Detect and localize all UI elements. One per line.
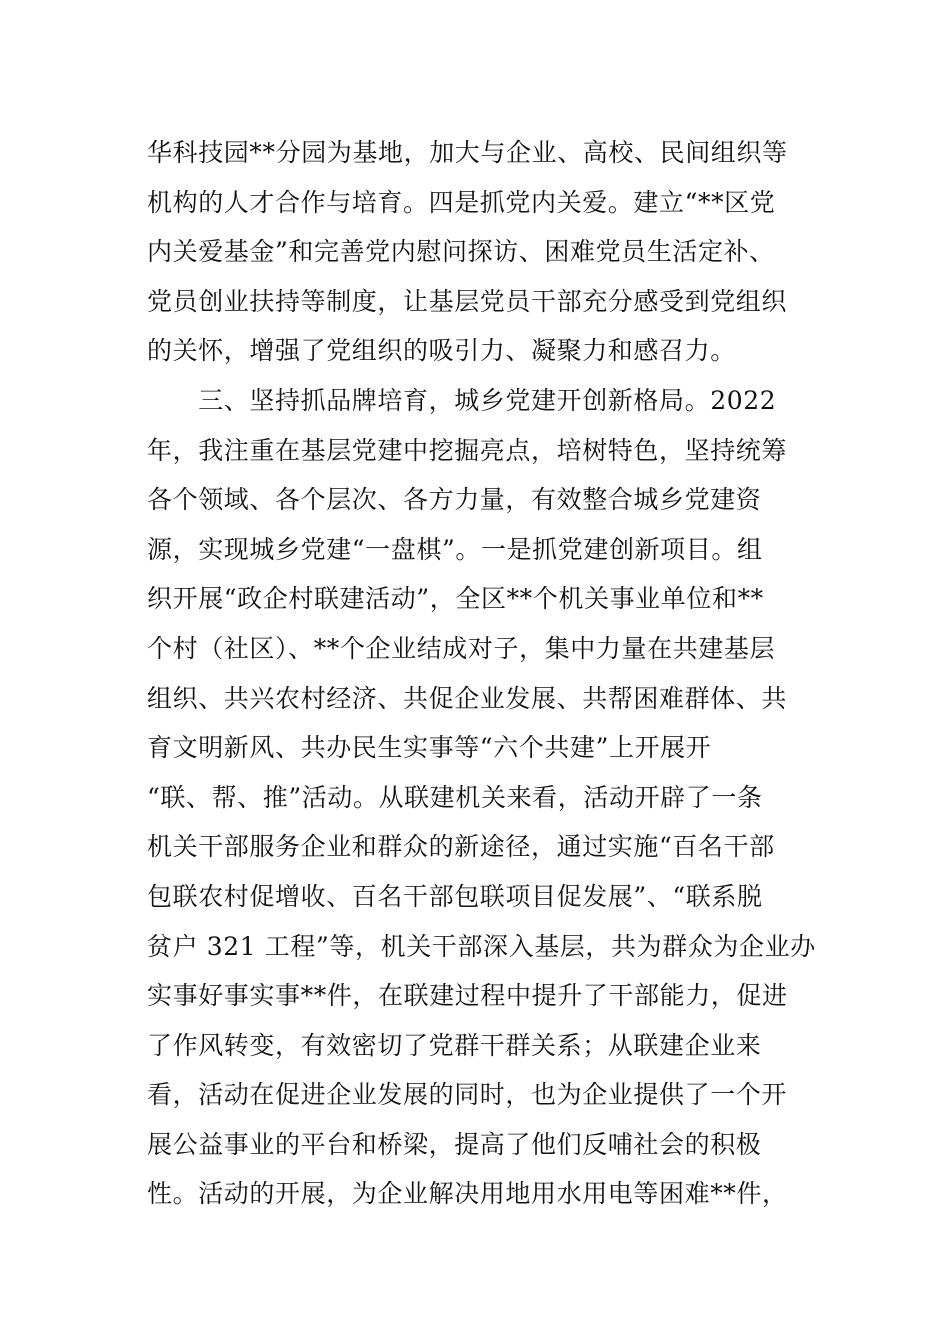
body-text bbox=[147, 128, 827, 1219]
text-line: 展公益事业的平台和桥梁，提高了他们反哺社会的积极 bbox=[147, 1129, 762, 1159]
text-line: 贫户 321 工程”等，机关干部深入基层，共为群众为企业办 bbox=[147, 931, 816, 961]
text-line: 机关干部服务企业和群众的新途径，通过实施“百名干部 bbox=[147, 832, 775, 862]
text-line: 源，实现城乡党建“一盘棋”。一是抓党建创新项目。组 bbox=[147, 534, 763, 564]
text-line: 华科技园**分园为基地，加大与企业、高校、民间组织等 bbox=[147, 138, 788, 167]
section-heading-line: 三、坚持抓品牌培育，城乡党建开创新格局。2022 bbox=[147, 385, 777, 415]
text-line: 了作风转变，有效密切了党群干群关系；从联建企业来 bbox=[147, 1030, 762, 1060]
text-line: 党员创业扶持等制度，让基层党员干部充分感受到党组织 bbox=[147, 286, 788, 316]
text-line: “联、帮、推”活动。从联建机关来看，活动开辟了一条 bbox=[147, 782, 763, 812]
text-line: 育文明新风、共办民生实事等“六个共建”上开展开 bbox=[147, 733, 712, 763]
text-line: 个村（社区）、**个企业结成对子，集中力量在共建基层 bbox=[147, 633, 776, 663]
text-line: 性。活动的开展，为企业解决用地用水用电等困难**件， bbox=[147, 1179, 788, 1209]
text-line: 看，活动在促进企业发展的同时，也为企业提供了一个开 bbox=[147, 1080, 788, 1110]
text-line: 机构的人才合作与培育。四是抓党内关爱。建立“**区党 bbox=[147, 187, 776, 217]
text-line: 内关爱基金”和完善党内慰问探访、困难党员生活定补、 bbox=[147, 237, 775, 267]
text-line: 实事好事实事**件，在联建过程中提升了干部能力，促进 bbox=[147, 981, 788, 1011]
text-line: 年，我注重在基层党建中挖掘亮点，培树特色，坚持统筹 bbox=[147, 435, 788, 465]
text-line: 包联农村促增收、百名干部包联项目促发展”、“联系脱 bbox=[147, 881, 763, 911]
text-line: 织开展“政企村联建活动”，全区**个机关事业单位和** bbox=[147, 584, 764, 614]
text-line: 的关怀，增强了党组织的吸引力、凝聚力和感召力。 bbox=[147, 336, 736, 366]
text-line: 各个领域、各个层次、各方力量，有效整合城乡党建资 bbox=[147, 485, 762, 515]
text-line: 组织、共兴农村经济、共促企业发展、共帮困难群体、共 bbox=[147, 683, 788, 713]
